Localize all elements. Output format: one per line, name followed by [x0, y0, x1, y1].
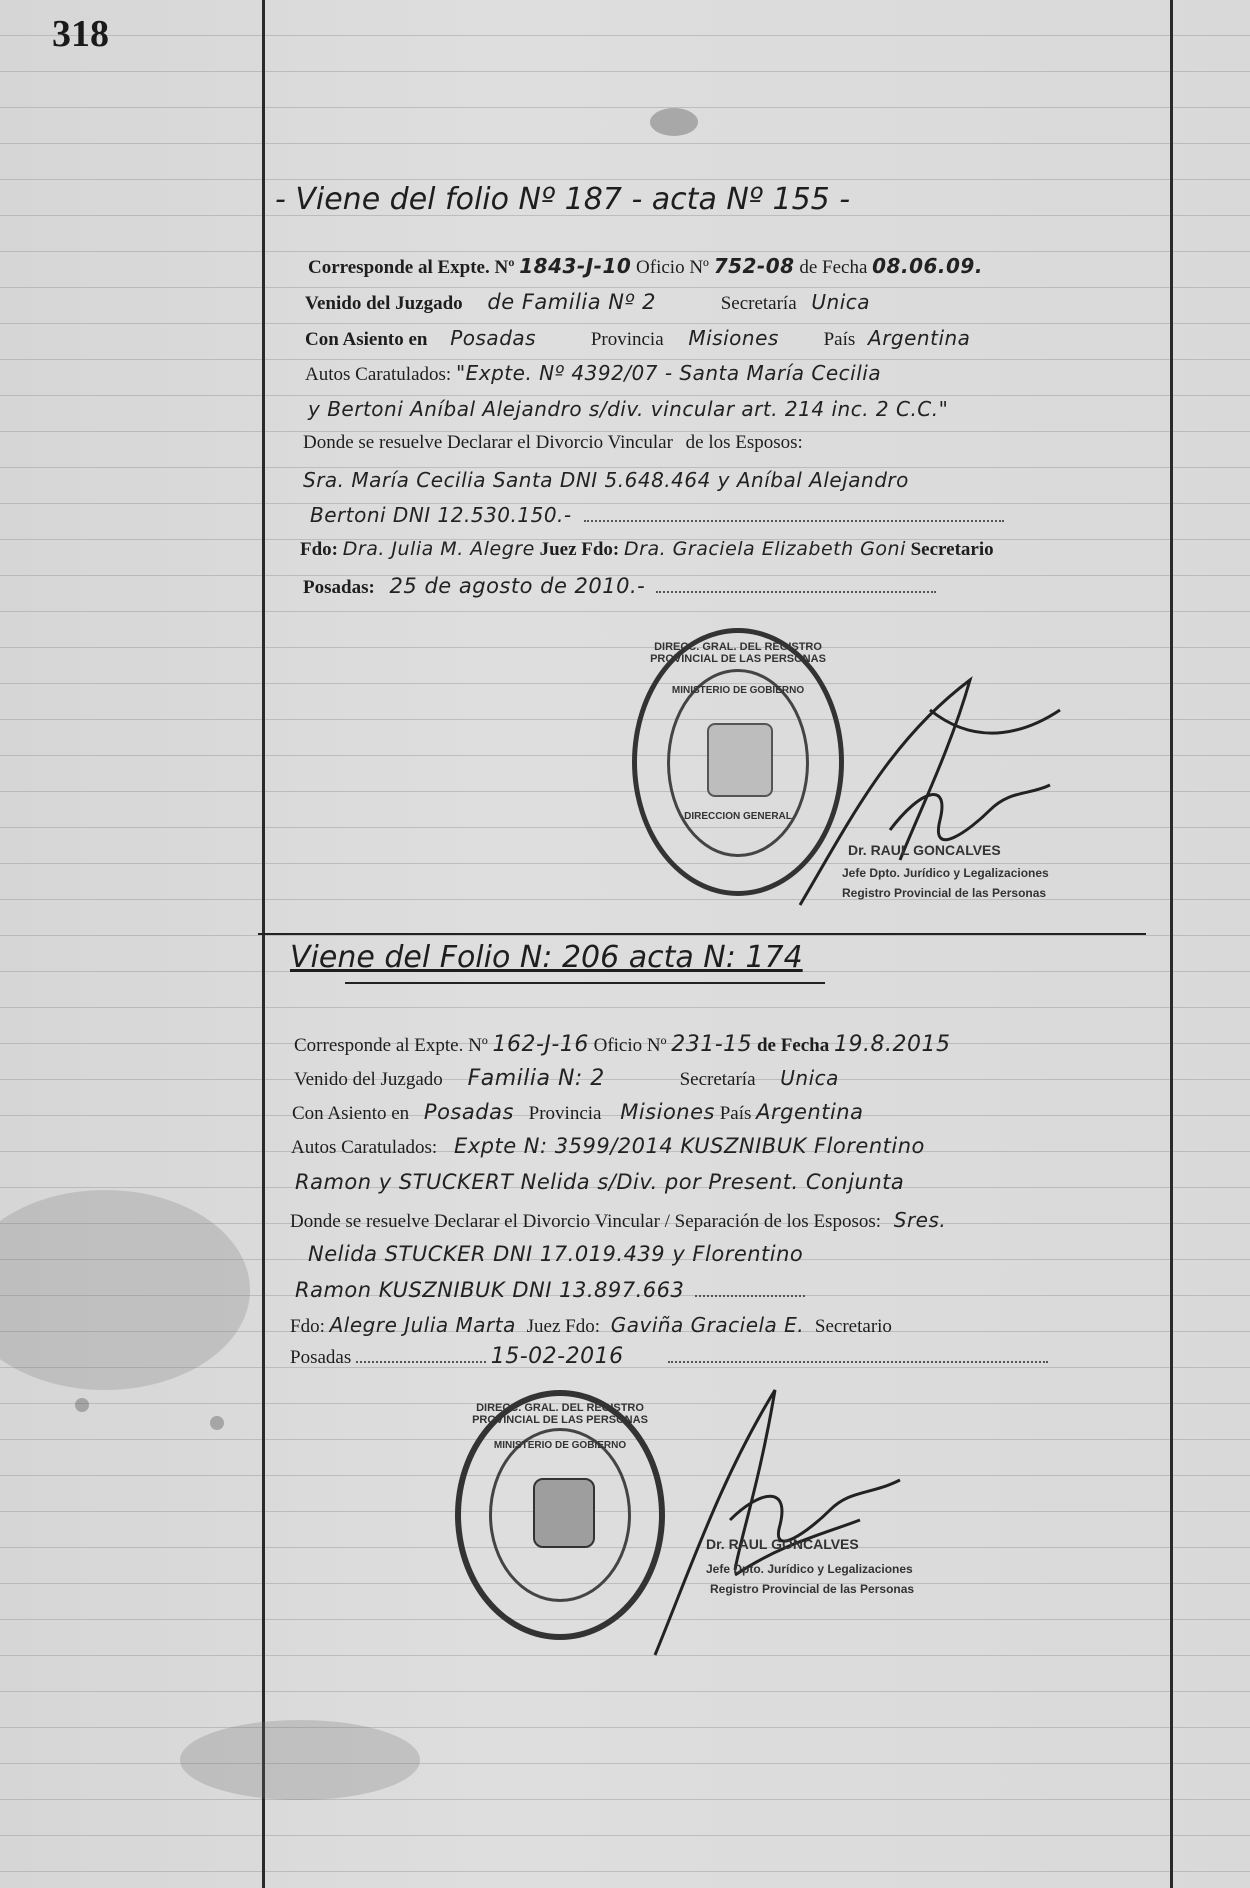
juez-signature-value: Dra. Julia M. Alegre: [342, 538, 535, 560]
right-margin-line: [1170, 0, 1173, 1888]
esposos-value-2b: Ramon KUSZNIBUK DNI 13.897.663: [295, 1278, 685, 1302]
entry-1-heading: - Viene del folio Nº 187 - acta Nº 155 -: [275, 182, 851, 217]
resuelve-label: Donde se resuelve Declarar el Divorcio Vincular: [303, 432, 673, 453]
esposos-label: de los Esposos:: [685, 432, 803, 453]
resuelve-label-2: Donde se resuelve Declarar el Divorcio Vincular / Separación de los Esposos:: [290, 1211, 882, 1232]
secretario-label-2: Secretario: [814, 1316, 892, 1337]
autos-label: Autos Caratulados:: [305, 364, 452, 385]
asiento-value-2: Posadas: [423, 1100, 514, 1124]
posadas-date-2: 15-02-2016: [490, 1344, 624, 1369]
secretario-signature-value-2: Gaviña Graciela E.: [610, 1313, 805, 1337]
coat-of-arms-emblem: [707, 723, 773, 797]
water-stain: [0, 1190, 250, 1390]
fecha-label-2: de Fecha: [756, 1035, 830, 1056]
handwritten-signature-2: [640, 1370, 940, 1670]
autos-value-2: y Bertoni Aníbal Alejandro s/div. vincular art. 214 inc. 2 C.C.": [308, 397, 949, 421]
juzgado-value: de Familia Nº 2: [487, 290, 656, 314]
provincia-label-2: Provincia: [528, 1103, 602, 1124]
pais-value-2: Argentina: [756, 1100, 864, 1124]
juez-fdo-label-2: Juez Fdo:: [526, 1316, 600, 1337]
signatory-name-2: Dr. RAUL GONCALVES: [706, 1536, 859, 1552]
esposos-value: Sra. María Cecilia Santa DNI 5.648.464 y Aníbal Alejandro: [303, 468, 909, 492]
autos-value: "Expte. Nº 4392/07 - Santa María Cecilia: [455, 361, 882, 385]
juzgado-value-2: Familia N: 2: [467, 1066, 605, 1091]
pais-value: Argentina: [868, 326, 971, 350]
posadas-label: Posadas: [303, 577, 369, 598]
secretaria-label-2: Secretaría: [679, 1069, 756, 1090]
fecha-label: de Fecha: [799, 257, 868, 278]
official-seal: DIRECC. GRAL. DEL REGISTRO PROVINCIAL DE LAS PERSONAS MINISTERIO DE GOBIERNO DIRECCION GENERAL: [632, 628, 844, 896]
esposos-label-2: Sres.: [893, 1208, 947, 1232]
document-page: 318 - Viene del folio Nº 187 - acta Nº 155 - Corresponde al Expte. Nº 1843-J-10 Oficio Nº 752-08 de Fecha 08.06.09. Venido del Juzgado de Familia Nº 2 Secretaría Unica Con Asiento en Posadas Provincia Misiones País Argentina Autos Caratulados: "Expte. Nº 4392/07 - Santa María Cecilia y Bertoni Aníbal Alejandro s/div. vincular art. 214 inc. 2 C.C." Donde se resuelve Declarar el Divorcio Vincular de los Esposos: Sra. María Cecilia Santa DNI 5.648.464 y Aníbal Alejandro Bertoni DNI 12.530.150.- Fdo: Dra. Julia M. Alegre Juez Fdo: Dra. Graciela Elizabeth Goni Secretario Posadas: 25 de agosto de 2010.- DIRECC. GRAL. DEL REGISTRO PROVINCIAL DE LAS PERSONAS MINISTERIO DE GOBIERNO DIRECCION GENERAL Dr. RAUL GONCALVES Jefe Dpto. Jurídico y Legalizaciones Registro Provincial de las Personas Viene del Folio N: 206 acta N: 174 Corresponde al Expte. Nº 162-J-16 Oficio Nº 231-15 de Fecha 19.8.2015 Venido del Juzgado Familia N: 2 Secretaría Unica Con Asiento en Posadas Provincia Misiones País Argentina Autos Caratulados: Expte N: 3599/2014 KUSZNIBUK Florentino Ramon y STUCKERT Nelida s/Div. por Present. Conjunta Donde se resuelve Declarar el Divorcio Vincular / Separación de los Esposos: Sres. Nelida STUCKER DNI 17.019.439 y Florentino Ramon KUSZNIBUK DNI 13.897.663 Fdo: Alegre Julia Marta Juez Fdo: Gaviña Graciela E. Secretario Posadas 15-02-2016 DIRECC. GRAL. DEL REGISTRO PROVINCIAL DE LAS PERSONAS MINISTERIO DE GOBIERNO Dr. RAUL GONCALVES Jefe Dpto. Jurídico y Legalizaciones Registro Provincial de las Personas: [0, 0, 1250, 1888]
folio-number: 318: [52, 13, 109, 55]
fecha-value-2: 19.8.2015: [833, 1032, 951, 1057]
entry-2-heading: Viene del Folio N: 206 acta N: 174: [290, 940, 803, 975]
provincia-value: Misiones: [688, 326, 779, 350]
signatory-title: Jefe Dpto. Jurídico y Legalizaciones: [842, 866, 1049, 880]
ink-spot-2: [210, 1416, 224, 1430]
secretaria-value-2: Unica: [780, 1066, 839, 1090]
water-stain-2: [180, 1720, 420, 1800]
expte-label-2: Corresponde al Expte. Nº: [294, 1035, 488, 1056]
handwritten-signature: [780, 670, 1080, 920]
pais-label-2: País: [719, 1103, 752, 1124]
autos-value-2b: Ramon y STUCKERT Nelida s/Div. por Present. Conjunta: [295, 1170, 905, 1194]
signatory-name: Dr. RAUL GONCALVES: [848, 842, 1001, 858]
fecha-value: 08.06.09.: [872, 254, 983, 278]
juzgado-label: Venido del Juzgado: [305, 293, 463, 314]
provincia-label: Provincia: [590, 329, 664, 350]
fdo-label: Fdo:: [300, 539, 338, 560]
secretario-label: Secretario: [910, 539, 994, 560]
oficio-value-2: 231-15: [671, 1032, 753, 1057]
juzgado-label-2: Venido del Juzgado: [294, 1069, 443, 1090]
pais-label: País: [823, 329, 856, 350]
esposos-value-2: Bertoni DNI 12.530.150.-: [310, 503, 572, 527]
autos-label-2: Autos Caratulados:: [291, 1137, 438, 1158]
oficio-value: 752-08: [713, 254, 795, 278]
secretaria-value: Unica: [811, 290, 871, 314]
oficio-label-2: Oficio Nº: [593, 1035, 667, 1056]
coat-of-arms-emblem-2: [533, 1478, 595, 1548]
expte-value: 1843-J-10: [519, 254, 632, 278]
asiento-label: Con Asiento en: [305, 329, 428, 350]
juez-fdo-label: Juez Fdo:: [539, 539, 620, 560]
asiento-value: Posadas: [450, 326, 537, 350]
juez-signature-value-2: Alegre Julia Marta: [329, 1313, 516, 1337]
ink-spot: [75, 1398, 89, 1412]
oficio-label: Oficio Nº: [636, 257, 709, 278]
fdo-label-2: Fdo:: [290, 1316, 325, 1337]
secretaria-label: Secretaría: [720, 293, 797, 314]
official-seal-2: DIRECC. GRAL. DEL REGISTRO PROVINCIAL DE LAS PERSONAS MINISTERIO DE GOBIERNO: [455, 1390, 665, 1640]
posadas-label-2: Posadas: [290, 1347, 352, 1368]
esposos-value-2a: Nelida STUCKER DNI 17.019.439 y Florentino: [308, 1242, 804, 1266]
ink-stain: [650, 108, 698, 136]
provincia-value-2: Misiones: [620, 1100, 715, 1124]
heading-underline: [345, 982, 825, 984]
left-margin-line: [262, 0, 265, 1888]
expte-value-2: 162-J-16: [492, 1032, 589, 1057]
secretario-signature-value: Dra. Graciela Elizabeth Goni: [624, 538, 906, 560]
signatory-title-2: Jefe Dpto. Jurídico y Legalizaciones: [706, 1562, 913, 1576]
entry-divider: [258, 933, 1146, 935]
signatory-office: Registro Provincial de las Personas: [842, 886, 1047, 900]
asiento-label-2: Con Asiento en: [292, 1103, 410, 1124]
signatory-office-2: Registro Provincial de las Personas: [710, 1582, 915, 1596]
expte-label: Corresponde al Expte. Nº: [308, 257, 515, 278]
posadas-date: 25 de agosto de 2010.-: [389, 574, 646, 598]
autos-value-2a: Expte N: 3599/2014 KUSZNIBUK Florentino: [453, 1134, 925, 1158]
